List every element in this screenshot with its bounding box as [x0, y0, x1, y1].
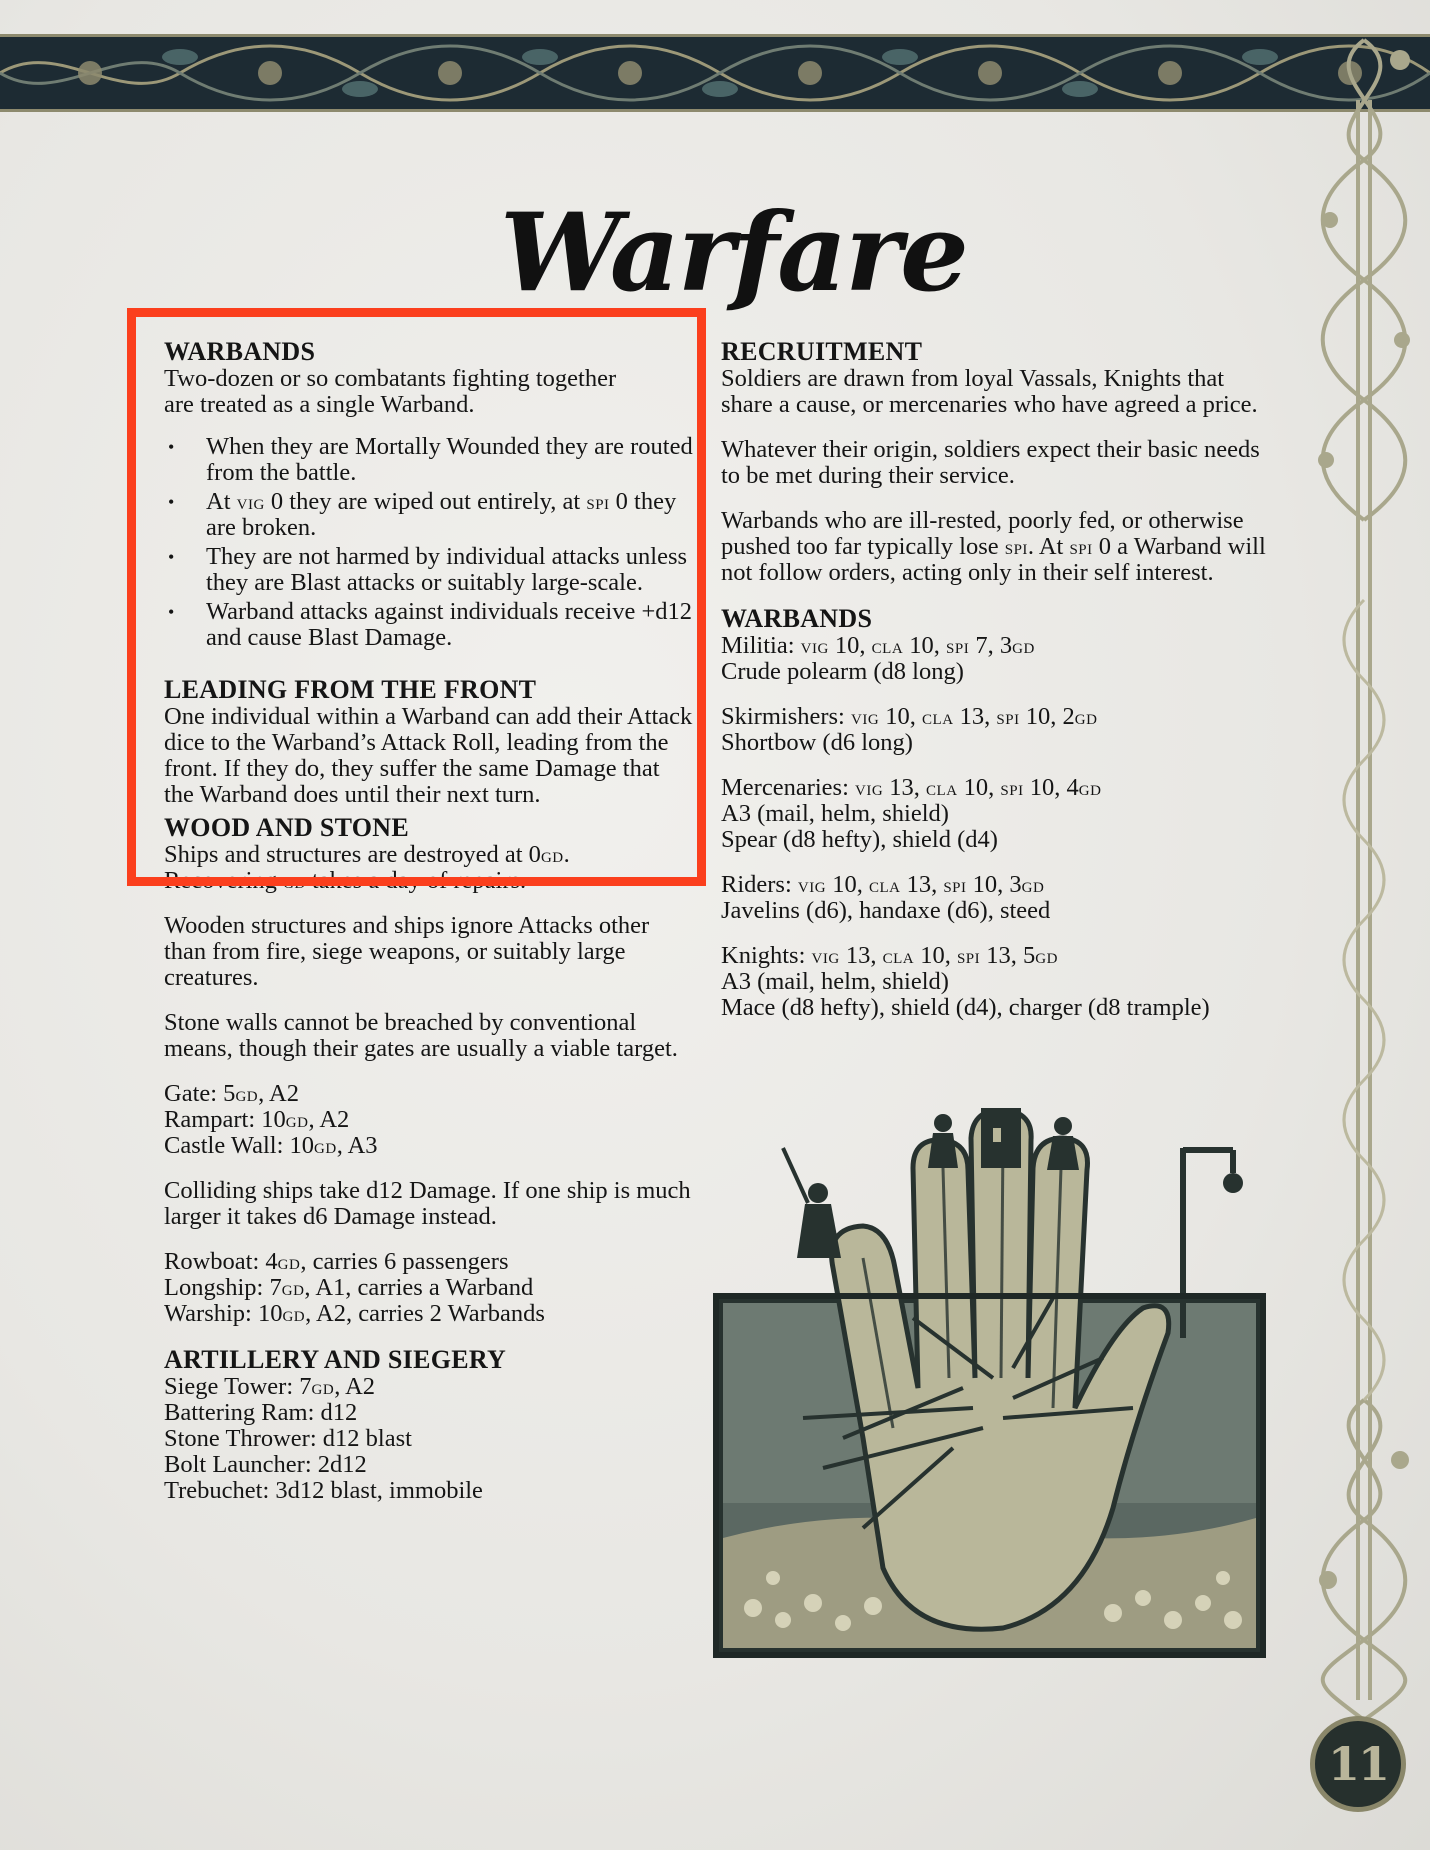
- artillery-list: [164, 1374, 694, 1504]
- list-item: Siege Tower: 7gd, A2: [164, 1373, 376, 1400]
- celtic-knot-border: [1290, 0, 1430, 1850]
- warbands-intro-line-1: Two-dozen or so combatants fighting together: [164, 366, 617, 392]
- list-item: Stone Thrower: d12 blast: [164, 1425, 412, 1452]
- unit-militia: Militia: vig 10, cla 10, spi 7, 3gd Crude polearm (d8 long): [721, 632, 1035, 685]
- artillery-heading: ARTILLERY AND SIEGERY: [164, 1345, 507, 1374]
- list-item: Battering Ram: d12: [164, 1399, 358, 1426]
- list-item: • Warband attacks against individuals receive +d12 and cause Blast Damage.: [164, 599, 694, 651]
- left-column: [164, 338, 694, 1504]
- leading-heading: LEADING FROM THE FRONT: [164, 675, 537, 704]
- recruitment-p2: Whatever their origin, soldiers expect their basic needs to be met during their service.: [721, 436, 1260, 489]
- list-item: Bolt Launcher: 2d12: [164, 1451, 367, 1478]
- wood-stone-heading: WOOD AND STONE: [164, 813, 409, 842]
- warbands-bullet-list: [164, 434, 694, 651]
- right-column: [721, 338, 1276, 1040]
- list-item: Warship: 10gd, A2, carries 2 Warbands: [164, 1300, 545, 1327]
- list-item: • At vig 0 they are wiped out entirely, at spi 0 they are broken.: [164, 489, 694, 541]
- list-item: Castle Wall: 10gd, A3: [164, 1132, 378, 1159]
- wood-stone-p4: Colliding ships take d12 Damage. If one ship is much larger it takes d6 Damage instead.: [164, 1177, 691, 1230]
- warband-stats-heading: WARBANDS: [721, 604, 873, 633]
- top-ornament-band: [0, 34, 1430, 112]
- wood-stone-p3: Stone walls cannot be breached by conventional means, though their gates are usually a viable target.: [164, 1009, 678, 1062]
- page-title: Warfare: [500, 190, 967, 316]
- warbands-heading: WARBANDS: [164, 337, 316, 366]
- list-item: • They are not harmed by individual attacks unless they are Blast attacks or suitably large-scale.: [164, 544, 694, 596]
- recruitment-p3: Warbands who are ill-rested, poorly fed, or otherwise pushed too far typically lose spi. At spi 0 a Warband will not follow orders, acting only in their self interest.: [721, 507, 1266, 586]
- giant-hand-castle-illustration: [713, 1108, 1266, 1658]
- list-item: Trebuchet: 3d12 blast, immobile: [164, 1477, 483, 1504]
- unit-skirmishers: Skirmishers: vig 10, cla 13, spi 10, 2gd Shortbow (d6 long): [721, 703, 1098, 756]
- wood-stone-p2: Wooden structures and ships ignore Attacks other than from fire, siege weapons, or suitably large creatures.: [164, 912, 650, 991]
- list-item: Rowboat: 4gd, carries 6 passengers: [164, 1248, 509, 1275]
- list-item: • When they are Mortally Wounded they are routed from the battle.: [164, 434, 694, 486]
- leading-text: One individual within a Warband can add their Attack dice to the Warband’s Attack Roll, leading from the front. If they do, they suffer the same Damage that the Warband does until their next turn.: [164, 703, 693, 808]
- ship-list: [164, 1249, 694, 1327]
- page-number-badge: [1310, 1716, 1406, 1812]
- structure-list: [164, 1081, 694, 1159]
- unit-knights: Knights: vig 13, cla 10, spi 13, 5gd A3 (mail, helm, shield) Mace (d8 hefty), shield (d4), charger (d8 trample): [721, 942, 1210, 1021]
- page-number: 11: [1327, 1737, 1388, 1791]
- list-item: Rampart: 10gd, A2: [164, 1106, 350, 1133]
- recruitment-heading: RECRUITMENT: [721, 337, 923, 366]
- unit-mercenaries: Mercenaries: vig 13, cla 10, spi 10, 4gd A3 (mail, helm, shield) Spear (d8 hefty), shield (d4): [721, 774, 1102, 853]
- recruitment-p1: Soldiers are drawn from loyal Vassals, Knights that share a cause, or mercenaries who have agreed a price.: [721, 365, 1258, 418]
- list-item: Longship: 7gd, A1, carries a Warband: [164, 1274, 534, 1301]
- list-item: Gate: 5gd, A2: [164, 1080, 299, 1107]
- warbands-intro-line-2: are treated as a single Warband.: [164, 391, 475, 418]
- unit-riders: Riders: vig 10, cla 13, spi 10, 3gd Javelins (d6), handaxe (d6), steed: [721, 871, 1051, 924]
- wood-stone-p1: Ships and structures are destroyed at 0gd. Recovering gd takes a day of repairs.: [164, 841, 570, 894]
